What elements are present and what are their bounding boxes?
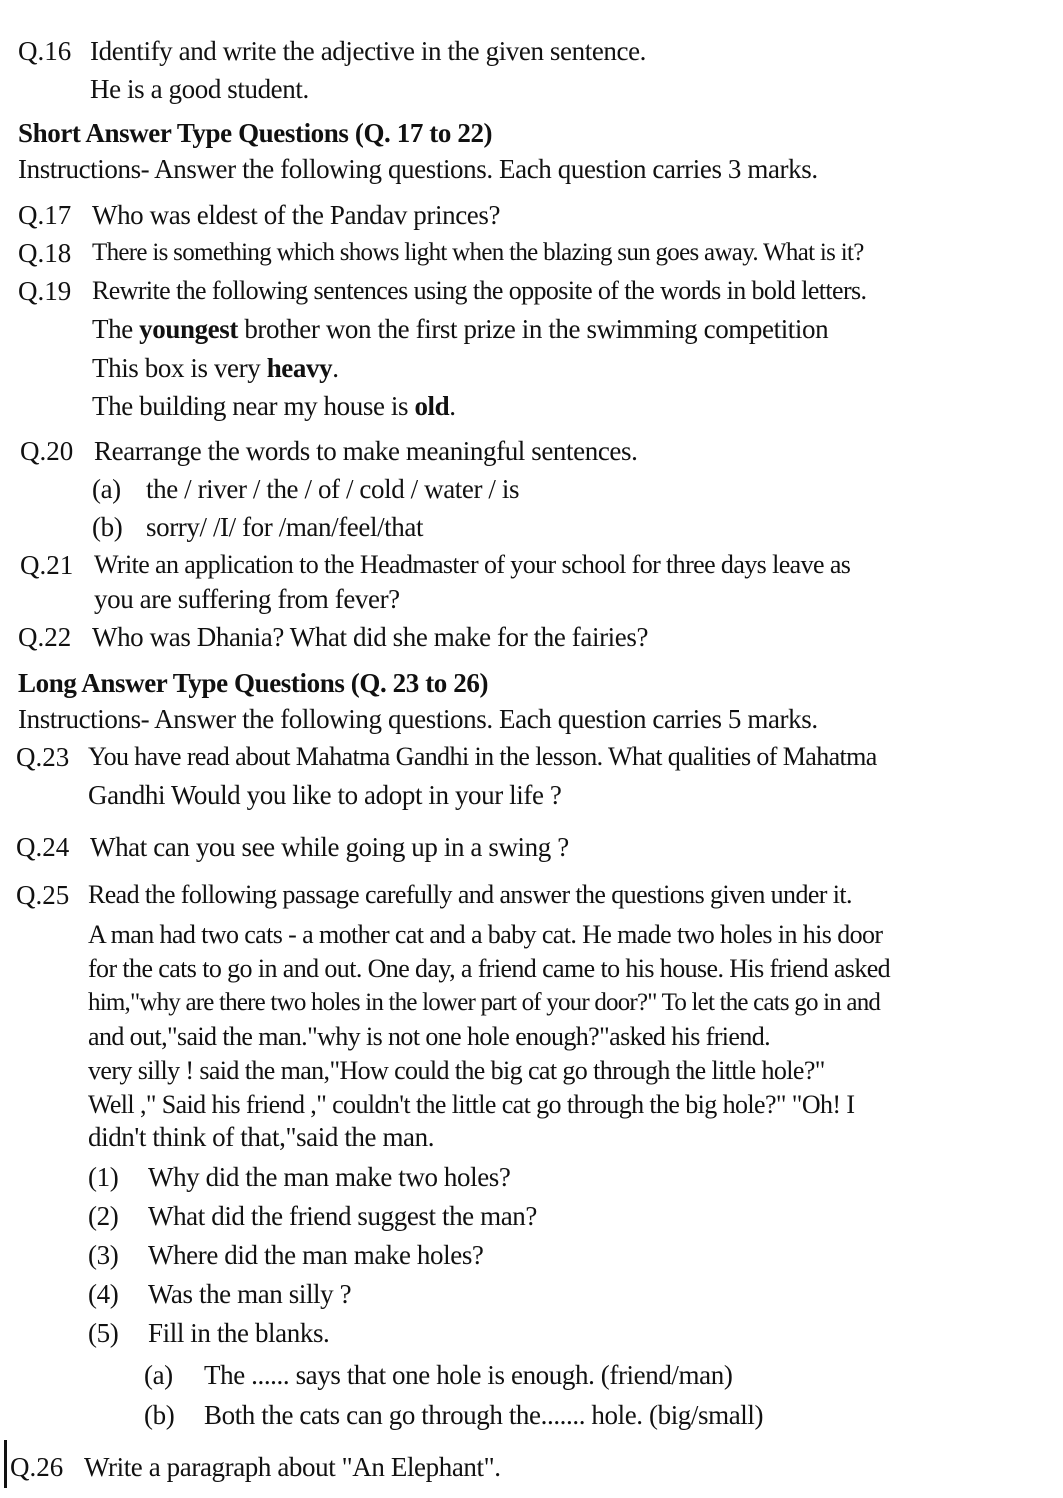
passage-line-7: didn't think of that,"said the man. [88,1122,435,1152]
sentence-2-pre: This box is very [92,353,267,383]
sentence-1-post: brother won the first prize in the swimming competition [237,314,829,344]
subquestion-5-text: Fill in the blanks. [148,1318,330,1348]
question-17-text: Who was eldest of the Pandav princes? [92,200,501,230]
question-21-line-1: Write an application to the Headmaster of your school for three days leave as [94,550,851,579]
passage-line-1: A man had two cats - a mother cat and a baby cat. He made two holes in his door [88,920,883,949]
subquestion-1-label: (1) [88,1162,119,1192]
subquestion-4-label: (4) [88,1279,119,1309]
question-number-19: Q.19 [18,276,72,306]
sentence-2-post: . [332,353,339,383]
question-24-text: What can you see while going up in a swing ? [90,832,569,862]
question-25-text: Read the following passage carefully and answer the questions given under it. [88,880,852,909]
long-answer-heading: Long Answer Type Questions (Q. 23 to 26) [18,668,489,698]
passage-line-5: very silly ! said the man,"How could the big cat go through the little hole?" [88,1056,825,1085]
long-answer-instructions: Instructions- Answer the following questions. Each question carries 5 marks. [18,704,818,734]
sentence-1-pre: The [92,314,140,344]
question-23-line-1: You have read about Mahatma Gandhi in the lesson. What qualities of Mahatma [88,742,877,771]
question-number-26: Q.26 [10,1452,64,1482]
question-16-sentence: He is a good student. [90,74,309,104]
question-20-part-b-text: sorry/ /I/ for /man/feel/that [146,512,424,542]
subquestion-2-text: What did the friend suggest the man? [148,1201,537,1231]
question-26-text: Write a paragraph about "An Elephant". [84,1452,501,1482]
blank-a-text: The ...... says that one hole is enough. (friend/man) [204,1360,733,1390]
question-18-text: There is something which shows light when the blazing sun goes away. What is it? [92,239,864,266]
question-19-sentence-1 [92,312,828,346]
passage-line-4: and out,"said the man."why is not one hole enough?"asked his friend. [88,1022,771,1051]
question-20-part-b-label: (b) [92,512,123,542]
question-number-18: Q.18 [18,238,72,268]
question-19-text: Rewrite the following sentences using the opposite of the words in bold letters. [92,276,867,305]
passage-line-6: Well ," Said his friend ," couldn't the little cat go through the big hole?" "Oh! I [88,1090,855,1119]
blank-a-label: (a) [144,1360,173,1390]
short-answer-heading: Short Answer Type Questions (Q. 17 to 22) [18,118,493,148]
question-20-part-a-label: (a) [92,474,121,504]
passage-line-2: for the cats to go in and out. One day, a friend came to his house. His friend asked [88,954,891,983]
question-number-21: Q.21 [20,550,74,580]
passage-line-3: him,"why are there two holes in the lower part of your door?" To let the cats go in and [88,989,881,1016]
sentence-3-bold-word: old [414,391,450,421]
question-22-text: Who was Dhania? What did she make for the fairies? [92,622,649,652]
question-16-text: Identify and write the adjective in the given sentence. [90,36,647,66]
question-number-23: Q.23 [16,742,70,772]
question-number-24: Q.24 [16,832,70,862]
question-21-line-2: you are suffering from fever? [94,584,400,614]
subquestion-2-label: (2) [88,1201,119,1231]
question-19-sentence-3 [92,389,456,423]
subquestion-3-text: Where did the man make holes? [148,1240,484,1270]
question-23-line-2: Gandhi Would you like to adopt in your life ? [88,780,562,810]
question-20-text: Rearrange the words to make meaningful sentences. [94,436,638,466]
blank-b-text: Both the cats can go through the....... hole. (big/small) [204,1400,764,1430]
question-number-22: Q.22 [18,622,72,652]
question-number-25: Q.25 [16,880,70,910]
subquestion-3-label: (3) [88,1240,119,1270]
question-number-20: Q.20 [20,436,74,466]
sentence-2-bold-word: heavy [266,353,333,383]
blank-b-label: (b) [144,1400,175,1430]
question-19-sentence-2 [92,351,339,385]
sentence-3-post: . [449,391,456,421]
question-20-part-a-text: the / river / the / of / cold / water / is [146,474,520,504]
sentence-1-bold-word: youngest [139,314,238,344]
subquestion-4-text: Was the man silly ? [148,1279,352,1309]
subquestion-1-text: Why did the man make two holes? [148,1162,511,1192]
question-number-16: Q.16 [18,36,72,66]
margin-bar [4,1440,7,1488]
sentence-3-pre: The building near my house is [92,391,415,421]
question-number-17: Q.17 [18,200,72,230]
subquestion-5-label: (5) [88,1318,119,1348]
short-answer-instructions: Instructions- Answer the following questions. Each question carries 3 marks. [18,154,818,184]
